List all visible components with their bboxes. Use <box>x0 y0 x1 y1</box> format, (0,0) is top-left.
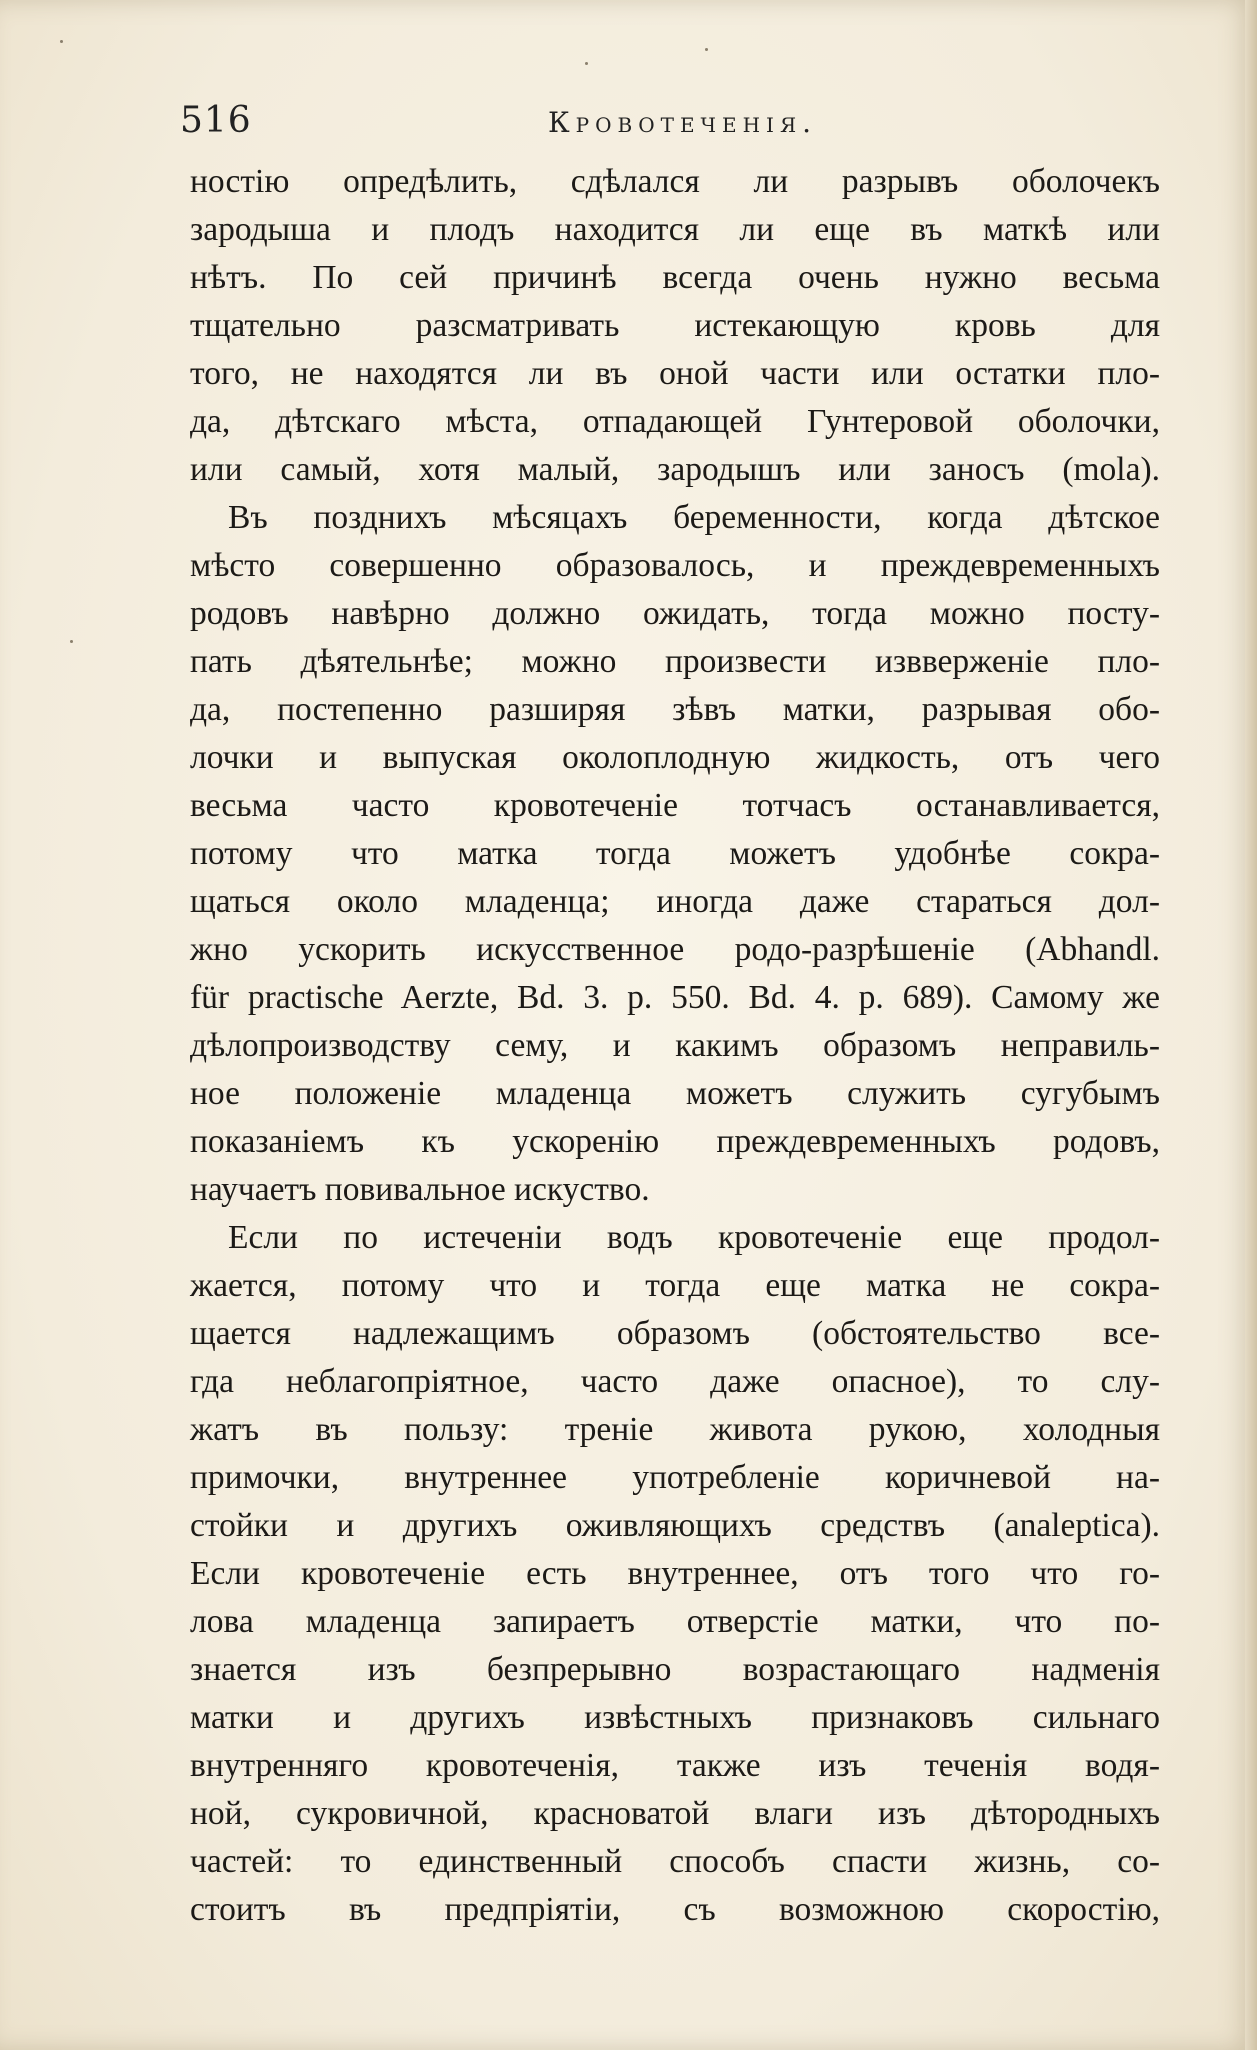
text-line: знается изъ безпрерывно возрастающаго надменія <box>190 1651 1160 1688</box>
text-line: ной, сукровичной, красноватой влаги изъ дѣтородныхъ <box>190 1795 1160 1832</box>
paper-speck <box>705 48 708 51</box>
text-line: примочки, внутреннее употребленіе коричневой на- <box>190 1459 1160 1496</box>
text-line: зародыша и плодъ находится ли еще въ маткѣ или <box>190 211 1160 248</box>
text-line: ное положеніе младенца можетъ служить сугубымъ <box>190 1075 1160 1112</box>
text-line: стойки и другихъ оживляющихъ средствъ (analeptica). <box>190 1507 1160 1544</box>
text-line: жается, потому что и тогда еще матка не сокра- <box>190 1267 1160 1304</box>
text-line: лочки и выпуская околоплодную жидкость, отъ чего <box>190 739 1160 776</box>
page-edge <box>1245 0 1257 2050</box>
text-line: тщательно разсматривать истекающую кровь для <box>190 307 1160 344</box>
text-line: потому что матка тогда можетъ удобнѣе сокра- <box>190 835 1160 872</box>
body-text <box>190 158 1160 1934</box>
text-line: стоитъ въ предпріятіи, съ возможною скоростію, <box>190 1891 1160 1928</box>
text-line: лова младенца запираетъ отверстіе матки, что по- <box>190 1603 1160 1640</box>
text-line: того, не находятся ли въ оной части или остатки пло- <box>190 355 1160 392</box>
text-line: Если по истеченіи водъ кровотеченіе еще продол- <box>228 1219 1160 1256</box>
text-line: или самый, хотя малый, зародышъ или заносъ (mola). <box>190 451 1160 488</box>
text-line: щается надлежащимъ образомъ (обстоятельство все- <box>190 1315 1160 1352</box>
text-line: мѣсто совершенно образовалось, и преждевременныхъ <box>190 547 1160 584</box>
text-line: жатъ въ пользу: треніе живота рукою, холодныя <box>190 1411 1160 1448</box>
text-line: матки и другихъ извѣстныхъ признаковъ сильнаго <box>190 1699 1160 1736</box>
page-number: 516 <box>180 100 252 141</box>
text-line: щаться около младенца; иногда даже стараться дол- <box>190 883 1160 920</box>
paper-speck <box>60 40 63 43</box>
paper-speck <box>585 62 588 65</box>
text-line: нѣтъ. По сей причинѣ всегда очень нужно весьма <box>190 259 1160 296</box>
text-line: für practische Aerzte, Bd. 3. p. 550. Bd. 4. p. 689). Самому же <box>190 979 1160 1016</box>
text-line: жно ускорить искусственное родо-разрѣшеніе (Abhandl. <box>190 931 1160 968</box>
text-line: научаетъ повивальное искуство. <box>190 1171 650 1208</box>
text-line: гда неблагопріятное, часто даже опасное), то слу- <box>190 1363 1160 1400</box>
text-line: частей: то единственный способъ спасти жизнь, со- <box>190 1843 1160 1880</box>
text-line: Если кровотеченіе есть внутреннее, отъ того что го- <box>190 1555 1160 1592</box>
text-line: да, постепенно разширяя зѣвъ матки, разрывая обо- <box>190 691 1160 728</box>
text-line: пать дѣятельнѣе; можно произвести извверженіе пло- <box>190 643 1160 680</box>
text-line: дѣлопроизводству сему, и какимъ образомъ неправиль- <box>190 1027 1160 1064</box>
paper-speck <box>70 640 73 643</box>
text-line: да, дѣтскаго мѣста, отпадающей Гунтеровой оболочки, <box>190 403 1160 440</box>
page-header <box>168 100 1168 150</box>
text-line: внутренняго кровотеченія, также изъ теченія водя- <box>190 1747 1160 1784</box>
text-line: ностію опредѣлить, сдѣлался ли разрывъ оболочекъ <box>190 163 1160 200</box>
text-line: Въ позднихъ мѣсяцахъ беременности, когда дѣтское <box>228 499 1160 536</box>
text-line: родовъ навѣрно должно ожидать, тогда можно посту- <box>190 595 1160 632</box>
running-head: Кровотеченія. <box>548 106 818 139</box>
text-line: показаніемъ къ ускоренію преждевременныхъ родовъ, <box>190 1123 1160 1160</box>
text-line: весьма часто кровотеченіе тотчасъ останавливается, <box>190 787 1160 824</box>
